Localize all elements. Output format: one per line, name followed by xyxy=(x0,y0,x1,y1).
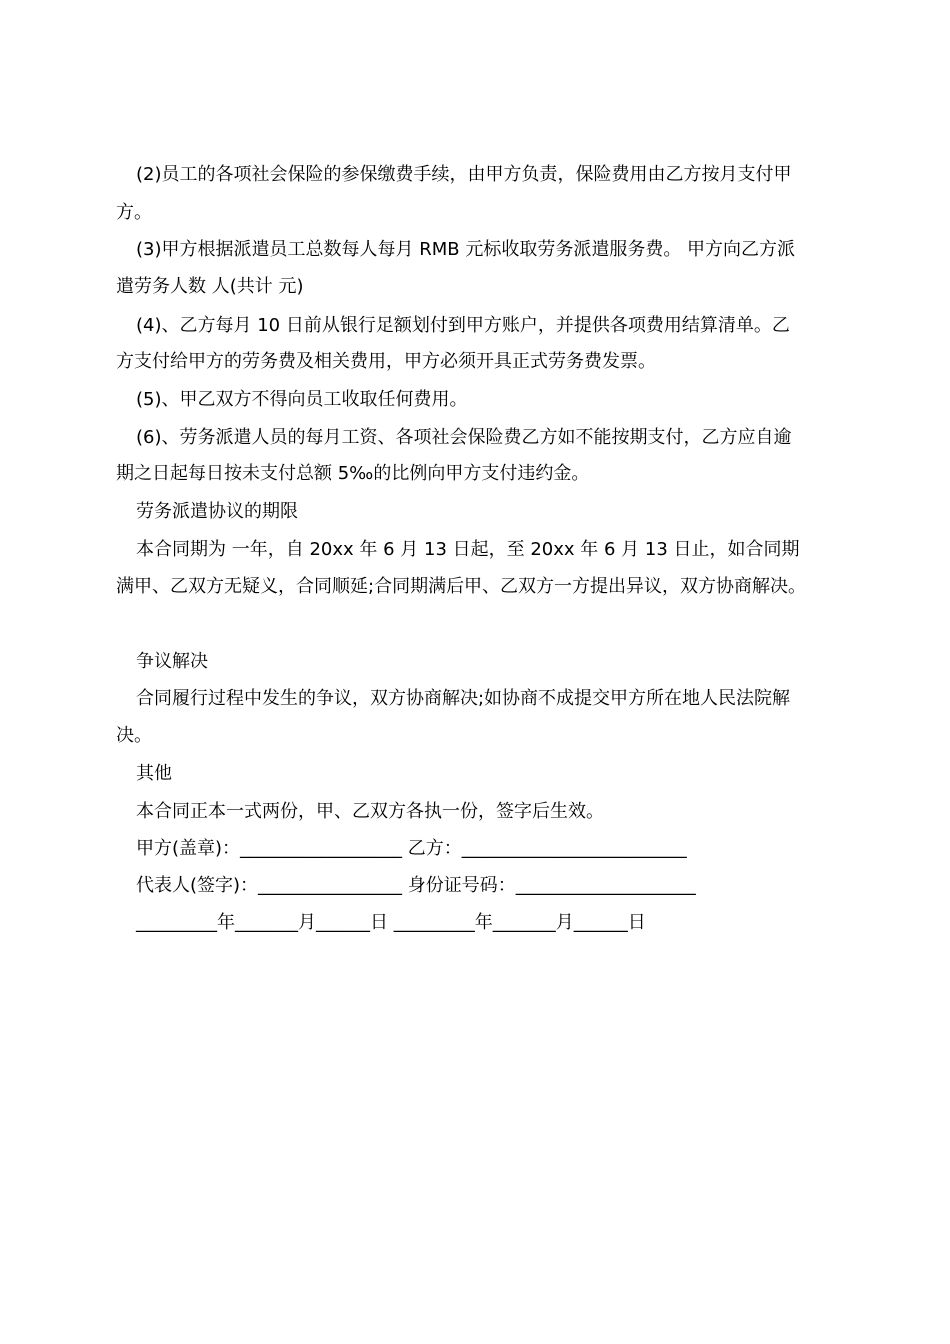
section-heading: 劳务派遣协议的期限 xyxy=(136,501,298,522)
paragraph-line: (3)甲方根据派遣员工总数每人每月 RMB 元标收取劳务派遣服务费。 甲方向乙方派 xyxy=(136,239,796,260)
paragraph-line: 满甲、乙双方无疑义，合同顺延;合同期满后甲、乙双方一方提出异议，双方协商解决。 xyxy=(116,576,807,597)
signature-line-party-a-b: 甲方(盖章)：__________________ 乙方：_________________________ xyxy=(136,838,687,859)
paragraph-line: 期之日起每日按未支付总额 5‰的比例向甲方支付违约金。 xyxy=(116,463,590,484)
paragraph-line: 方。 xyxy=(116,202,152,223)
paragraph-line: (4)、乙方每月 10 日前从银行足额划付到甲方账户，并提供各项费用结算清单。乙 xyxy=(136,315,790,336)
section-heading: 其他 xyxy=(136,763,172,784)
paragraph-line: (5)、甲乙双方不得向员工收取任何费用。 xyxy=(136,389,468,410)
signature-line-representative: 代表人(签字)：________________ 身份证号码：____________________ xyxy=(136,875,696,896)
section-heading: 争议解决 xyxy=(136,651,208,672)
paragraph-line: 决。 xyxy=(116,725,152,746)
paragraph-line: 方支付给甲方的劳务费及相关费用，甲方必须开具正式劳务费发票。 xyxy=(116,351,656,372)
paragraph-line: 本合同期为 一年，自 20xx 年 6 月 13 日起，至 20xx 年 6 月 13 日止，如合同期 xyxy=(136,539,800,560)
paragraph-line: 合同履行过程中发生的争议，双方协商解决;如协商不成提交甲方所在地人民法院解 xyxy=(136,688,791,709)
paragraph-line: (6)、劳务派遣人员的每月工资、各项社会保险费乙方如不能按期支付，乙方应自逾 xyxy=(136,427,792,448)
paragraph-line: 本合同正本一式两份，甲、乙双方各执一份，签字后生效。 xyxy=(136,801,604,822)
paragraph-line: (2)员工的各项社会保险的参保缴费手续，由甲方负责，保险费用由乙方按月支付甲 xyxy=(136,164,792,185)
paragraph-line: 遣劳务人数 人(共计 元) xyxy=(116,276,304,297)
signature-date-line: _________年_______月______日 _________年_______月______日 xyxy=(136,912,646,933)
